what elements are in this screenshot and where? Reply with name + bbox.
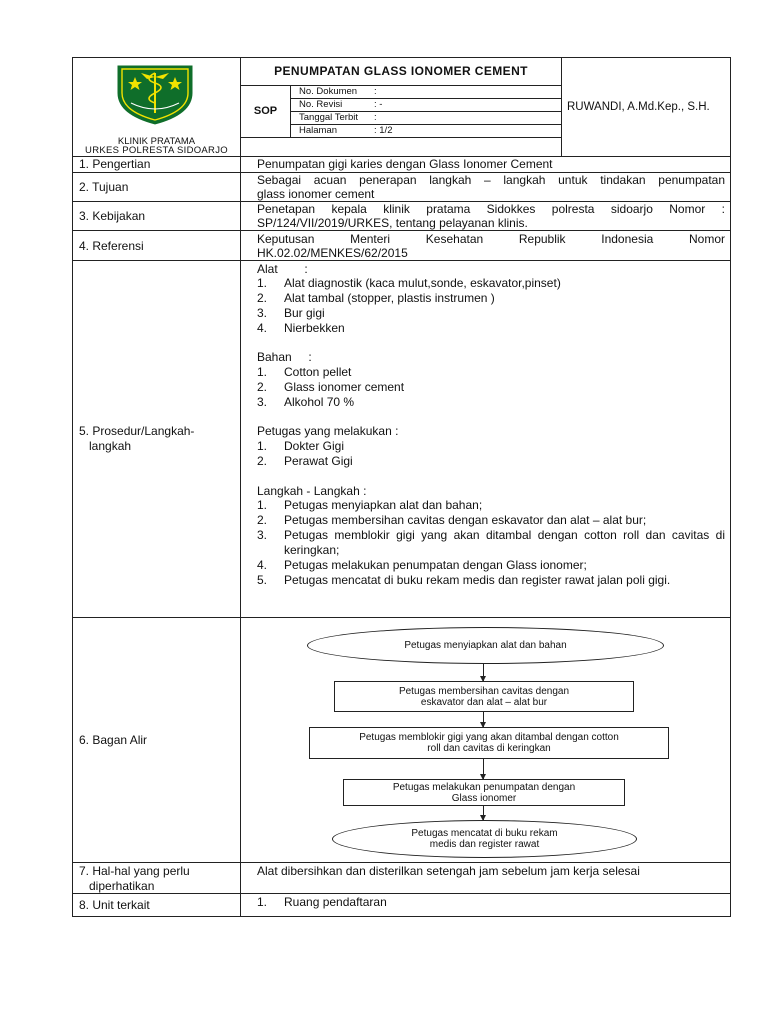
row-label-pengertian: 1. Pengertian [79,157,151,171]
row-label-tujuan: 2. Tujuan [79,180,129,194]
bahan-heading: Bahan : [257,350,312,364]
list-item: 2. Glass ionomer cement [257,380,405,394]
flow-arrow [483,664,484,681]
petugas-list [257,439,725,469]
doc-field-label: Tanggal Terbit [299,112,358,123]
row-label-bagan: 6. Bagan Alir [79,733,148,747]
flow-step-box: Petugas melakukan penumpatan dengan Glass ionomer [343,779,625,806]
doc-field-label: Halaman [299,125,338,136]
row-label-hal-cont: diperhatikan [89,879,155,893]
doc-field-value: : [374,112,377,123]
row-label-prosedur: 5. Prosedur/Langkah- [79,424,195,438]
list-item: 1. Ruang pendaftaran [257,895,387,909]
row-label-prosedur-cont: langkah [89,439,132,453]
langkah-heading: Langkah - Langkah : [257,484,367,498]
list-item: 3. Bur gigi [257,306,325,320]
list-item: 4. Nierbekken [257,321,345,335]
alat-list [257,276,725,336]
list-item: 5. Petugas mencatat di buku rekam medis dan register rawat jalan poli gigi. [257,573,671,587]
list-item: 2. Alat tambal (stopper, plastis instrumen ) [257,291,495,305]
row-label-referensi: 4. Referensi [79,239,144,253]
alat-heading: Alat : [257,262,308,276]
flow-step-box: Petugas membersihan cavitas dengan eskavator dan alat – alat bur [334,681,634,712]
bahan-list [257,365,725,410]
doc-field-label: No. Dokumen [299,86,358,97]
row-label-unit: 8. Unit terkait [79,898,150,912]
unit-list [257,895,725,910]
row-label-kebijakan: 3. Kebijakan [79,209,146,223]
list-item: 3. Alkohol 70 % [257,395,355,409]
list-item: 1. Petugas menyiapkan alat dan bahan; [257,498,483,512]
doc-field-label: No. Revisi [299,99,343,110]
flow-step-end: Petugas mencatat di buku rekam medis dan register rawat [332,820,637,858]
list-item: 3. Petugas memblokir gigi yang akan ditambal dengan cotton roll dan cavitas di keringkan; [257,528,725,557]
flow-arrow [483,759,484,779]
hal-text: Alat dibersihkan dan disterilkan setengah jam sebelum jam kerja selesai [257,864,640,878]
shield-emblem-icon [113,63,197,127]
doc-field-value: : [374,86,377,97]
list-item: 1. Alat diagnostik (kaca mulut,sonde, eskavator,pinset) [257,276,561,290]
sop-label: SOP [253,105,278,117]
doc-field-value: : - [374,99,383,110]
kebijakan-text-line1: Penetapan kepala klinik pratama Sidokkes polresta sidoarjo Nomor : [257,202,725,216]
clinic-unit: URKES POLRESTA SIDOARJO [85,145,228,156]
list-item: 2. Perawat Gigi [257,454,353,468]
clinic-logo [113,63,197,127]
flow-step-box: Petugas memblokir gigi yang akan ditambal dengan cotton roll dan cavitas di keringkan [309,727,669,759]
petugas-heading: Petugas yang melakukan : [257,424,399,438]
flow-arrow [483,806,484,820]
tujuan-text-line1: Sebagai acuan penerapan langkah – langkah untuk tindakan penumpatan [257,173,725,187]
list-item: 1. Dokter Gigi [257,439,345,453]
flow-step-start: Petugas menyiapkan alat dan bahan [307,627,664,664]
signer-name: RUWANDI, A.Md.Kep., S.H. [567,101,710,113]
list-item: 4. Petugas melakukan penumpatan dengan Glass ionomer; [257,558,587,572]
langkah-list [257,498,725,588]
document-title: PENUMPATAN GLASS IONOMER CEMENT [274,64,528,78]
flow-arrow [483,712,484,727]
clinic-name: KLINIK PRATAMA [117,136,196,147]
list-item: 2. Petugas membersihan cavitas dengan eskavator dan alat – alat bur; [257,513,647,527]
referensi-text-line2: HK.02.02/MENKES/62/2015 [257,246,408,260]
row-label-hal: 7. Hal-hal yang perlu [79,864,190,878]
kebijakan-text-line2: SP/124/VII/2019/URKES, tentang pelayanan klinis. [257,216,528,230]
tujuan-text-line2: glass ionomer cement [257,187,375,201]
pengertian-text: Penumpatan gigi karies dengan Glass Ionomer Cement [257,157,553,171]
doc-field-value: : 1/2 [374,125,393,136]
referensi-text-line1: Keputusan Menteri Kesehatan Republik Indonesia Nomor [257,232,725,246]
list-item: 1. Cotton pellet [257,365,352,379]
